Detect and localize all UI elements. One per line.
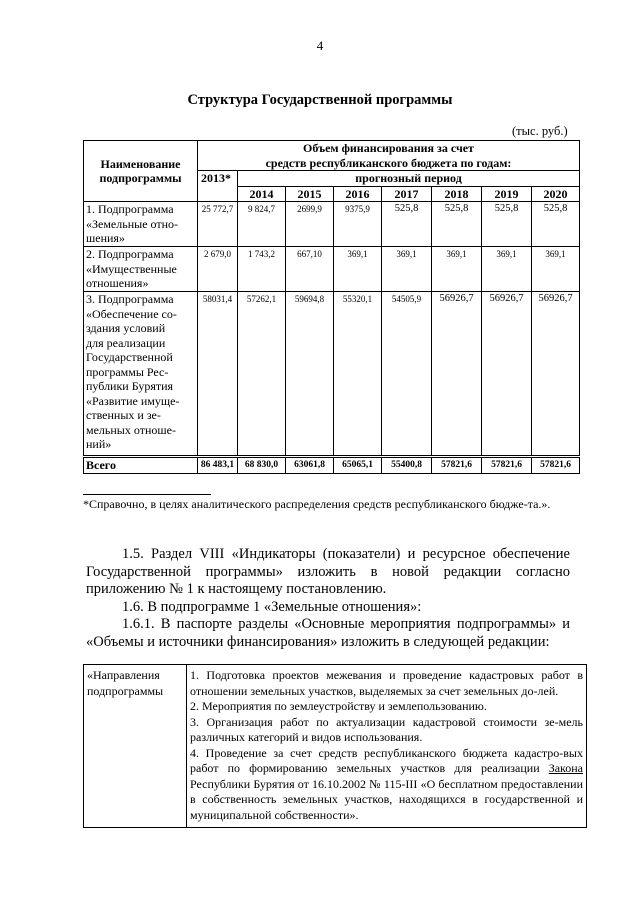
- value-cell: 9375,9: [334, 202, 382, 247]
- financing-table: [83, 140, 580, 474]
- value-cell: 525,8: [432, 202, 482, 247]
- header-year: 2015: [286, 186, 334, 202]
- value-cell: 369,1: [432, 247, 482, 292]
- value-cell: 58031,4: [198, 292, 238, 457]
- total-cell: 57821,6: [532, 457, 580, 474]
- value-cell: 57262,1: [238, 292, 286, 457]
- body-text: [86, 546, 570, 651]
- header-subprogram-name: Наименование подпрограммы: [84, 141, 198, 202]
- document-title: Структура Государственной программы: [187, 92, 453, 108]
- subprogram-name: 3. Подпрограмма «Обеспечение со- здания условий для реализации Государственной программы Рес- публики Бурятия «Развитие имуще- ственных и зе- мельных отноше- ний»: [84, 292, 198, 457]
- total-cell: 68 830,0: [238, 457, 286, 474]
- total-cell: 86 483,1: [198, 457, 238, 474]
- direction-item: 1. Подготовка проектов межевания и проведение кадастровых работ в отношении земельных участков, выделяемых за счет земельных до-лей.: [190, 668, 583, 698]
- footnote: *Справочно, в целях аналитического распределения средств республиканского бюдже-та.».: [83, 497, 551, 511]
- paragraph: 1.6.1. В паспорте разделы «Основные мероприятия подпрограммы» и «Объемы и источники финансирования» изложить в следующей редакции:: [86, 616, 570, 650]
- direction-item: 3. Организация работ по актуализации кадастровой стоимости зе-мель различных категорий и видов использования.: [190, 714, 583, 744]
- value-cell: 2699,9: [286, 202, 334, 247]
- table-row: [84, 247, 580, 292]
- direction-item: 4. Проведение за счет средств республиканского бюджета кадастро-вых работ по формированию земельных участков для реализации Закона Республики Бурятия от 16.10.2002 № 115-III «О бесплатном предоставлении в собственность земельных участков, находящихся в государственной и муниципальной собственности».: [190, 745, 583, 822]
- value-cell: 369,1: [482, 247, 532, 292]
- header-year: 2016: [334, 186, 382, 202]
- value-cell: 25 772,7: [198, 202, 238, 247]
- total-cell: 63061,8: [286, 457, 334, 474]
- total-row: [84, 457, 580, 474]
- header-year: 2014: [238, 186, 286, 202]
- table-row: [84, 292, 580, 457]
- value-cell: 525,8: [382, 202, 432, 247]
- subprogram-name: 2. Подпрограмма «Имущественные отношения»: [84, 247, 198, 292]
- table-row: [84, 202, 580, 247]
- header-financing: Объем финансирования за счет средств республиканского бюджета по годам:: [198, 141, 580, 171]
- value-cell: 525,8: [482, 202, 532, 247]
- page-number: 4: [316, 38, 324, 53]
- value-cell: 525,8: [532, 202, 580, 247]
- subprogram-name: 1. Подпрограмма «Земельные отно- шения»: [84, 202, 198, 247]
- directions-table: [83, 664, 587, 828]
- total-cell: 65065,1: [334, 457, 382, 474]
- header-year: 2018: [432, 186, 482, 202]
- header-year: 2017: [382, 186, 432, 202]
- value-cell: 59694,8: [286, 292, 334, 457]
- total-cell: 57821,6: [432, 457, 482, 474]
- paragraph: 1.5. Раздел VIII «Индикаторы (показатели) и ресурсное обеспечение Государственной программы» изложить в новой редакции согласно приложению № 1 к настоящему постановлению.: [86, 546, 570, 597]
- value-cell: 369,1: [382, 247, 432, 292]
- value-cell: 54505,9: [382, 292, 432, 457]
- direction-item: 2. Мероприятия по землеустройству и землепользованию.: [190, 699, 487, 713]
- value-cell: 56926,7: [482, 292, 532, 457]
- value-cell: 667,10: [286, 247, 334, 292]
- total-label: Всего: [84, 457, 198, 474]
- header-forecast-period: прогнозный период: [238, 171, 580, 187]
- total-cell: 55400,8: [382, 457, 432, 474]
- law-link[interactable]: Закона: [548, 761, 583, 775]
- header-year: 2019: [482, 186, 532, 202]
- footnote-divider: [83, 494, 211, 495]
- value-cell: 56926,7: [532, 292, 580, 457]
- directions-content: [187, 665, 587, 828]
- header-year: 2020: [532, 186, 580, 202]
- value-cell: 9 824,7: [238, 202, 286, 247]
- directions-label: «Направления подпрограммы: [84, 665, 187, 828]
- value-cell: 2 679,0: [198, 247, 238, 292]
- value-cell: 56926,7: [432, 292, 482, 457]
- value-cell: 369,1: [532, 247, 580, 292]
- units-label: (тыс. руб.): [512, 124, 568, 138]
- paragraph: 1.6. В подпрограмме 1 «Земельные отношения»:: [122, 598, 422, 615]
- value-cell: 369,1: [334, 247, 382, 292]
- value-cell: 55320,1: [334, 292, 382, 457]
- total-cell: 57821,6: [482, 457, 532, 474]
- header-year-2013: 2013*: [198, 171, 238, 202]
- value-cell: 1 743,2: [238, 247, 286, 292]
